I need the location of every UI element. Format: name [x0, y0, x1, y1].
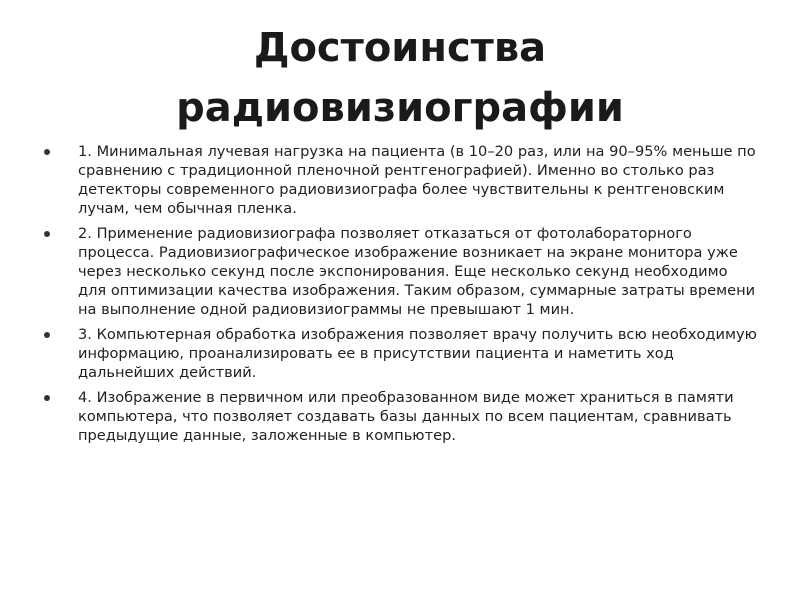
bullet-item-1 — [40, 142, 760, 218]
bullet-dot-icon — [44, 149, 50, 155]
bullet-text: 2. Применение радиовизиографа позволяет отказаться от фотолабораторного процесса. Радиовизиографическое изображение возникает на экране монитора уже через несколько секунд после экспонирования. Еще несколько секунд необходимо для оптимизации качества изображения. Таким образом, суммарные затраты времени на выполнение одной радиовизиограммы не превышают 1 мин. — [78, 225, 756, 318]
bullet-text: 4. Изображение в первичном или преобразованном виде может храниться в памяти компьютера, что позволяет создавать базы данных по всем пациентам, сравнивать предыдущие данные, заложенные в компьютер. — [78, 389, 734, 444]
bullet-list — [40, 142, 760, 451]
slide-title — [60, 18, 740, 138]
bullet-item-4 — [40, 388, 760, 445]
bullet-text: 1. Минимальная лучевая нагрузка на пациента (в 10–20 раз, или на 90–95% меньше по сравнению с традиционной пленочной рентгенографией). Именно во столько раз детекторы современного радиовизиографа более чувствительны к рентгеновским лучам, чем обычная пленка. — [78, 143, 756, 217]
bullet-dot-icon — [44, 395, 50, 401]
bullet-item-3 — [40, 325, 760, 382]
slide-title-line-1: Достоинства — [253, 25, 547, 71]
bullet-item-2 — [40, 224, 760, 319]
bullet-text: 3. Компьютерная обработка изображения позволяет врачу получить всю необходимую информацию, проанализировать ее в присутствии пациента и наметить ход дальнейших действий. — [78, 326, 757, 381]
bullet-dot-icon — [44, 231, 50, 237]
bullet-dot-icon — [44, 332, 50, 338]
slide-title-line-2: радиовизиографии — [176, 85, 624, 131]
